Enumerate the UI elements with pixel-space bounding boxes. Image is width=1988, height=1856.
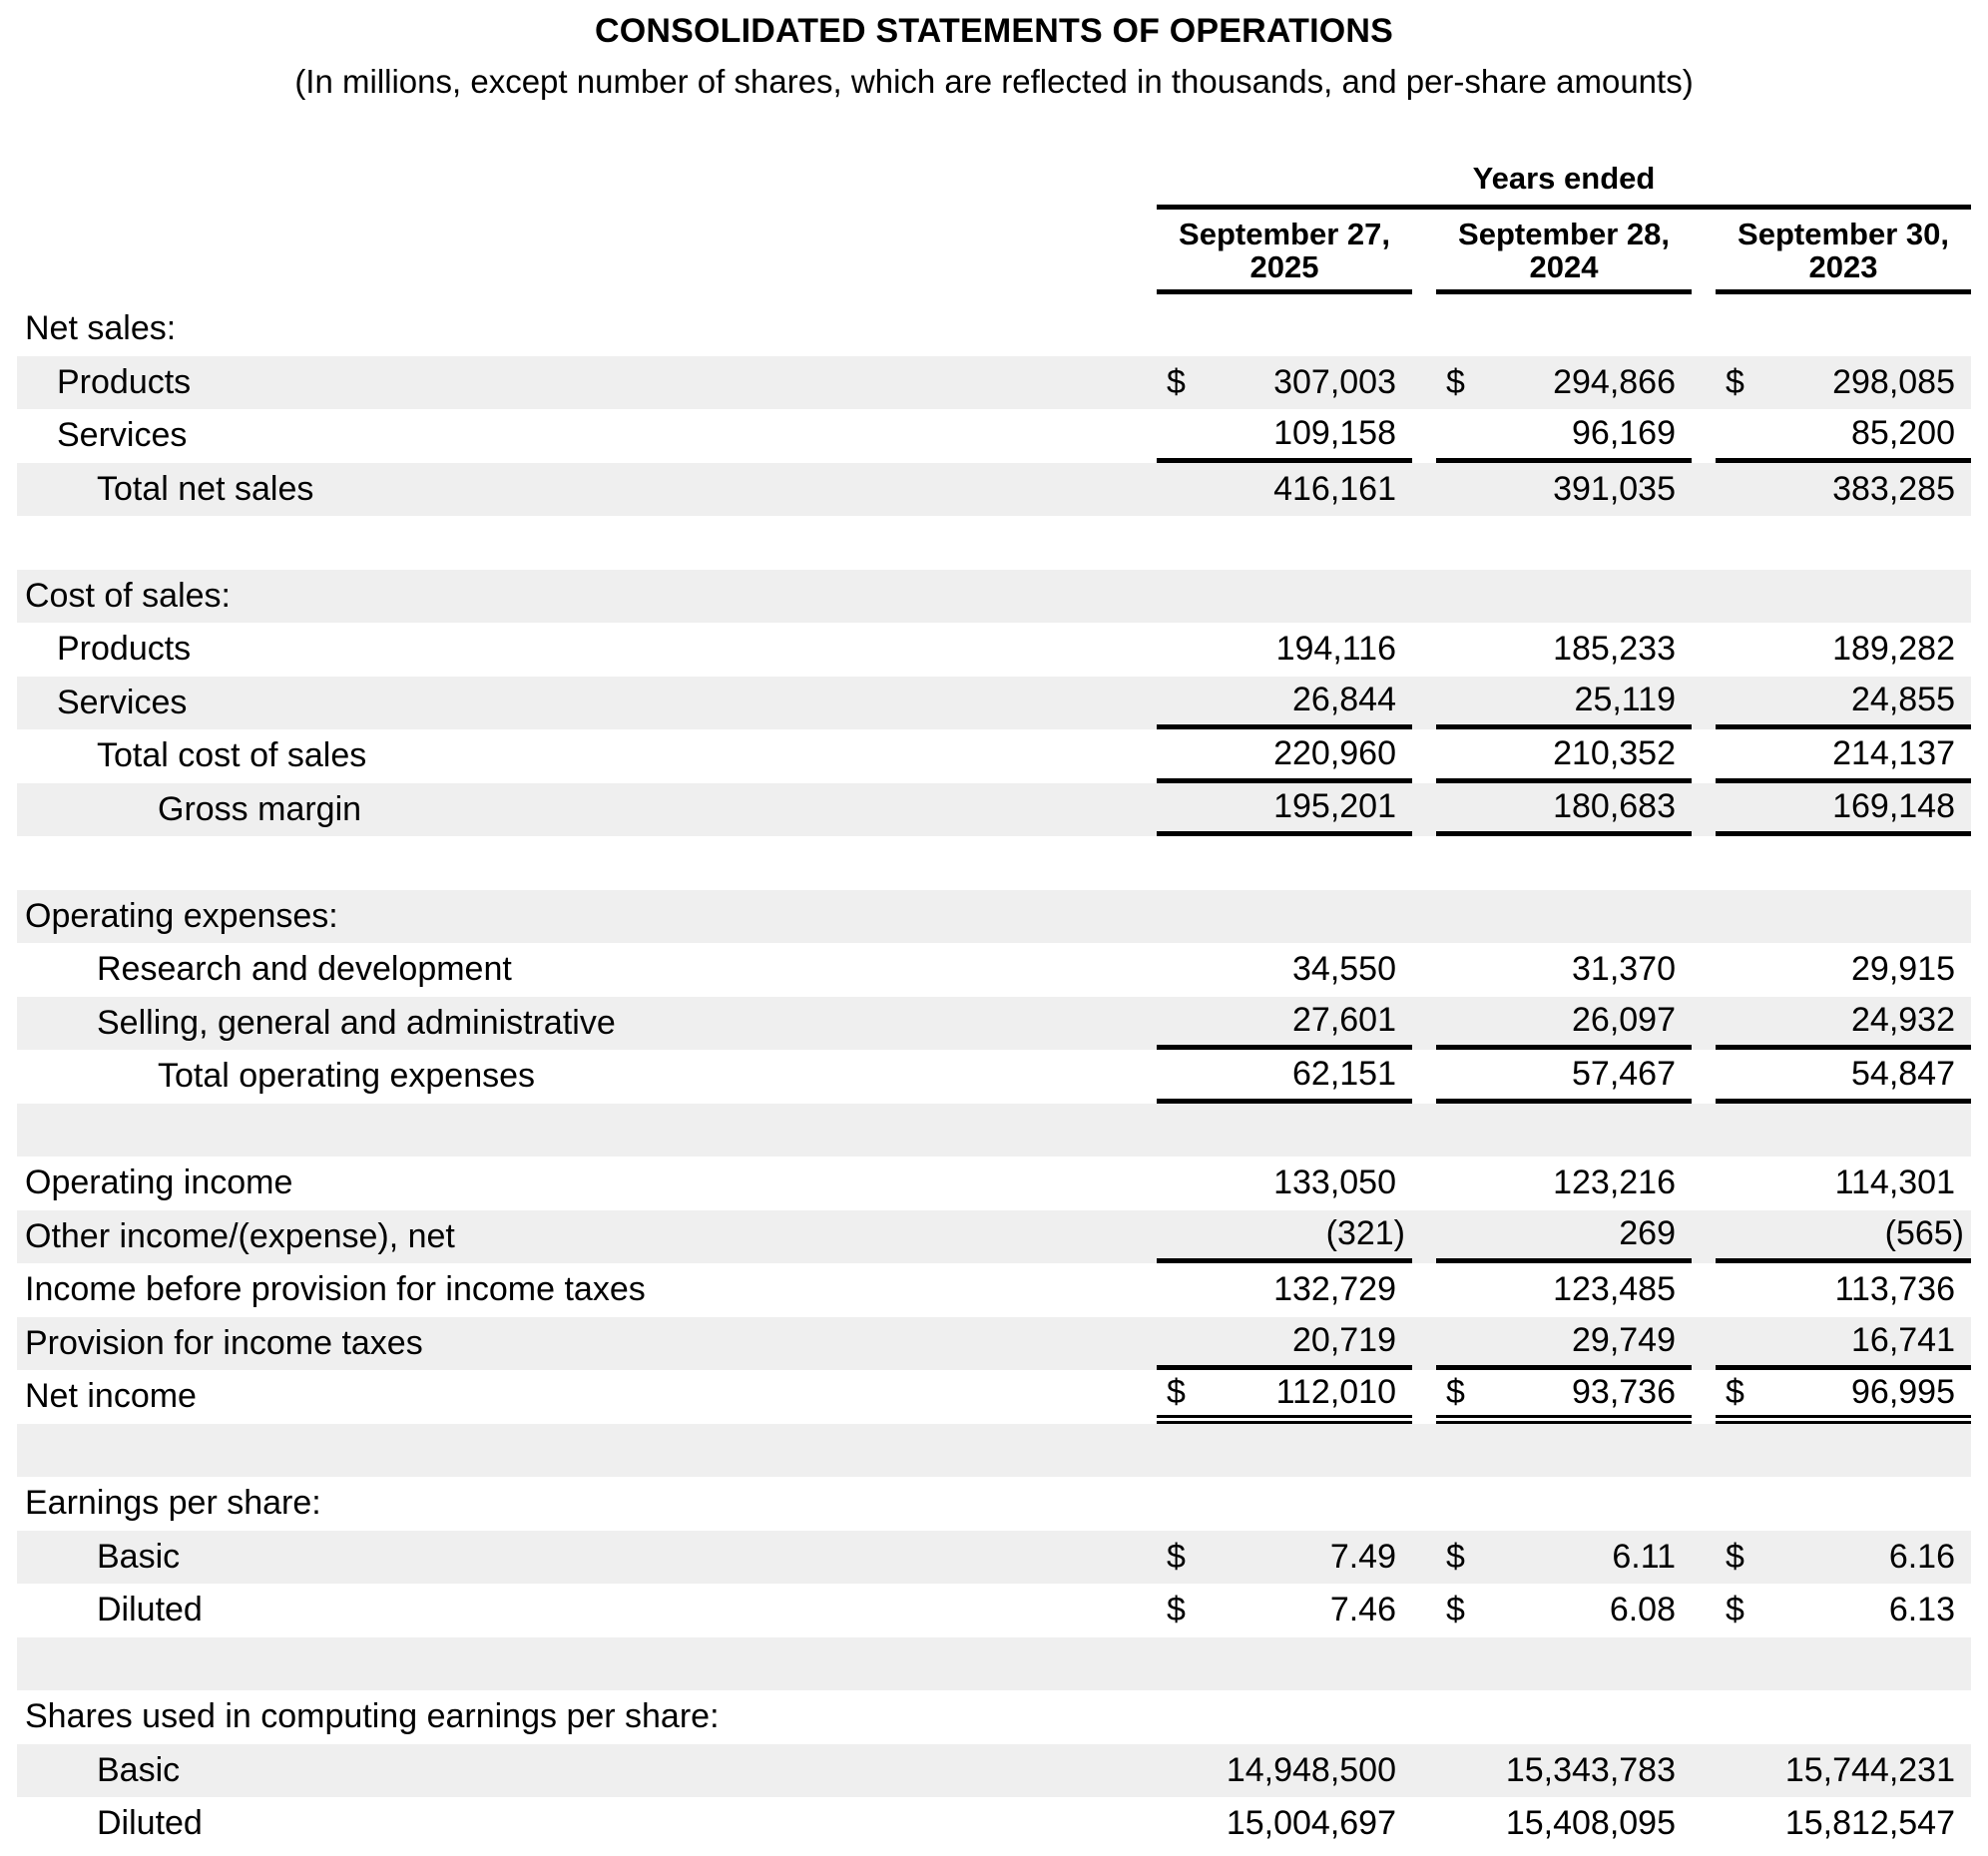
value-cell — [1157, 623, 1412, 677]
cell-value: 54,847 — [1851, 1054, 1955, 1093]
value-cell — [1157, 1317, 1412, 1371]
row-label: Shares used in computing earnings per share: — [25, 1697, 720, 1736]
cell-value: 15,004,697 — [1226, 1804, 1396, 1843]
row-label — [17, 1424, 1133, 1478]
value-cell — [1157, 1531, 1412, 1585]
cell-value: 123,485 — [1553, 1270, 1676, 1309]
value-cell — [1436, 943, 1692, 997]
row-label: Gross margin — [158, 789, 362, 828]
row-label: Net sales: — [25, 309, 177, 348]
table-row-blank — [17, 1424, 1971, 1478]
row-label: Earnings per share: — [25, 1484, 321, 1523]
cell-value: 7.49 — [1329, 1537, 1396, 1576]
value-cell — [1157, 1584, 1412, 1637]
value-cell — [1157, 943, 1412, 997]
cell-value: 109,158 — [1273, 413, 1396, 452]
row-label: Operating income — [25, 1163, 293, 1202]
table-row-blank — [17, 516, 1971, 570]
cell-value: 29,915 — [1851, 950, 1955, 989]
value-cell — [1716, 1050, 1971, 1104]
cell-value: 15,408,095 — [1505, 1804, 1676, 1843]
value-cell — [1436, 1050, 1692, 1104]
label-column-spacer — [17, 210, 1133, 294]
row-label: Provision for income taxes — [25, 1323, 423, 1362]
table-row — [17, 1477, 1971, 1531]
value-cell — [1716, 1477, 1971, 1531]
table-row — [17, 943, 1971, 997]
value-cell — [1716, 943, 1971, 997]
row-label: Total cost of sales — [97, 736, 367, 775]
value-cell — [1716, 623, 1971, 677]
value-cell — [1436, 409, 1692, 463]
cell-value: 391,035 — [1553, 469, 1676, 508]
dollar-sign: $ — [1726, 1372, 1744, 1411]
statement-title: CONSOLIDATED STATEMENTS OF OPERATIONS — [594, 12, 1394, 50]
cell-value: 15,343,783 — [1505, 1750, 1676, 1789]
cell-value: 31,370 — [1572, 950, 1676, 989]
value-cell — [1157, 463, 1412, 517]
table-row — [17, 1690, 1971, 1744]
value-cell — [1716, 1690, 1971, 1744]
column-header-2025: September 27, 2025 — [1157, 210, 1412, 294]
value-cell — [1716, 516, 1971, 570]
row-label: Total operating expenses — [158, 1057, 536, 1096]
cell-value: 214,137 — [1832, 733, 1955, 772]
value-cell — [1436, 1317, 1692, 1371]
row-label: Total net sales — [97, 469, 314, 508]
value-cell — [1716, 1424, 1971, 1478]
value-cell — [1716, 1157, 1971, 1210]
dollar-sign: $ — [1167, 362, 1186, 401]
value-cell — [1716, 1317, 1971, 1371]
cell-value: 416,161 — [1273, 469, 1396, 508]
table-row — [17, 1050, 1971, 1104]
row-label: Cost of sales: — [25, 576, 231, 615]
row-label: Services — [57, 683, 188, 721]
value-cell — [1716, 409, 1971, 463]
cell-value: 189,282 — [1832, 630, 1955, 669]
cell-value: 185,233 — [1553, 630, 1676, 669]
value-cell — [1157, 1050, 1412, 1104]
cell-value: 6.08 — [1609, 1591, 1676, 1629]
table-row — [17, 783, 1971, 837]
value-cell — [1157, 1104, 1412, 1158]
cell-value: 194,116 — [1275, 630, 1396, 669]
row-label: Operating expenses: — [25, 896, 338, 935]
value-cell — [1157, 677, 1412, 730]
value-cell — [1436, 1477, 1692, 1531]
dollar-sign: $ — [1726, 1537, 1744, 1576]
table-row — [17, 1744, 1971, 1798]
value-cell — [1436, 1637, 1692, 1691]
cell-value: 15,812,547 — [1784, 1804, 1955, 1843]
cell-value: 20,719 — [1292, 1321, 1396, 1360]
value-cell — [1436, 729, 1692, 783]
value-cell — [1436, 783, 1692, 837]
row-label: Other income/(expense), net — [25, 1216, 455, 1255]
table-row — [17, 997, 1971, 1051]
value-cell — [1716, 356, 1971, 410]
row-label: Basic — [97, 1537, 181, 1576]
rows — [17, 302, 1971, 1851]
table-row — [17, 1210, 1971, 1264]
value-cell — [1157, 409, 1412, 463]
value-cell — [1716, 997, 1971, 1051]
value-cell — [1436, 890, 1692, 944]
value-cell — [1436, 677, 1692, 730]
value-cell — [1157, 516, 1412, 570]
value-cell — [1157, 1744, 1412, 1798]
value-cell — [1436, 570, 1692, 624]
table-row — [17, 623, 1971, 677]
row-label — [17, 1637, 1133, 1691]
dollar-sign: $ — [1167, 1372, 1186, 1411]
cell-value: 220,960 — [1273, 733, 1396, 772]
cell-value: 210,352 — [1553, 733, 1676, 772]
value-cell — [1436, 1584, 1692, 1637]
value-cell — [1436, 1370, 1692, 1424]
row-label: Diluted — [97, 1804, 203, 1843]
value-cell — [1716, 783, 1971, 837]
value-cell — [1157, 1424, 1412, 1478]
value-cell — [1436, 836, 1692, 890]
cell-value: 96,169 — [1572, 413, 1676, 452]
value-cell — [1436, 1690, 1692, 1744]
value-cell — [1716, 677, 1971, 730]
value-cell — [1716, 302, 1971, 356]
cell-value: 26,844 — [1292, 681, 1396, 719]
cell-value: 96,995 — [1851, 1372, 1955, 1411]
value-cell — [1716, 1744, 1971, 1798]
cell-value: 6.13 — [1888, 1591, 1955, 1629]
value-cell — [1436, 516, 1692, 570]
value-cell — [1436, 463, 1692, 517]
row-label: Services — [57, 416, 188, 455]
cell-value: 169,148 — [1832, 787, 1955, 826]
value-cell — [1436, 1744, 1692, 1798]
value-cell — [1436, 1531, 1692, 1585]
value-cell — [1157, 836, 1412, 890]
value-cell — [1716, 1797, 1971, 1851]
cell-value: 180,683 — [1553, 787, 1676, 826]
value-cell — [1436, 356, 1692, 410]
cell-value: 85,200 — [1851, 413, 1955, 452]
table-row-blank — [17, 1637, 1971, 1691]
row-label: Basic — [97, 1750, 181, 1789]
cell-value: 26,097 — [1572, 1001, 1676, 1040]
dollar-sign: $ — [1726, 1591, 1744, 1629]
table-row — [17, 356, 1971, 410]
table-row — [17, 1317, 1971, 1371]
value-cell — [1716, 1637, 1971, 1691]
table-row-blank — [17, 836, 1971, 890]
cell-value: 123,216 — [1553, 1163, 1676, 1202]
cell-value: 298,085 — [1832, 362, 1955, 401]
value-cell — [1157, 997, 1412, 1051]
dollar-sign: $ — [1446, 1372, 1465, 1411]
row-label: Net income — [25, 1377, 197, 1416]
row-label: Diluted — [97, 1591, 203, 1629]
cell-value: 62,151 — [1292, 1054, 1396, 1093]
value-cell — [1716, 1370, 1971, 1424]
cell-value: 24,932 — [1851, 1001, 1955, 1040]
cell-value: 383,285 — [1832, 469, 1955, 508]
value-cell — [1157, 1157, 1412, 1210]
row-label: Selling, general and administrative — [97, 1003, 616, 1042]
value-cell — [1157, 783, 1412, 837]
cell-value: 25,119 — [1574, 681, 1676, 719]
value-cell — [1157, 356, 1412, 410]
dollar-sign: $ — [1446, 1591, 1465, 1629]
cell-value: (321) — [1325, 1214, 1405, 1253]
value-cell — [1157, 1637, 1412, 1691]
value-cell — [1436, 302, 1692, 356]
row-label: Income before provision for income taxes — [25, 1270, 646, 1309]
table-row-blank — [17, 1104, 1971, 1158]
value-cell — [1436, 1210, 1692, 1264]
dollar-sign: $ — [1446, 362, 1465, 401]
column-headers — [17, 210, 1971, 294]
cell-value: (565) — [1884, 1214, 1964, 1253]
cell-value: 15,744,231 — [1784, 1750, 1955, 1789]
value-cell — [1716, 1584, 1971, 1637]
value-cell — [1157, 1263, 1412, 1317]
table-row — [17, 1797, 1971, 1851]
row-label — [17, 1104, 1133, 1158]
value-cell — [1157, 1370, 1412, 1424]
table-row — [17, 677, 1971, 730]
row-label: Products — [57, 630, 192, 669]
value-cell — [1157, 302, 1412, 356]
table-row — [17, 409, 1971, 463]
value-cell — [1716, 1210, 1971, 1264]
dollar-sign: $ — [1167, 1591, 1186, 1629]
cell-value: 24,855 — [1851, 681, 1955, 719]
cell-value: 294,866 — [1553, 362, 1676, 401]
cell-value: 57,467 — [1572, 1054, 1676, 1093]
cell-value: 132,729 — [1273, 1270, 1396, 1309]
row-label: Products — [57, 362, 192, 401]
dollar-sign: $ — [1446, 1537, 1465, 1576]
table-row — [17, 570, 1971, 624]
dollar-sign: $ — [1726, 362, 1744, 401]
value-cell — [1716, 463, 1971, 517]
cell-value: 16,741 — [1851, 1321, 1955, 1360]
cell-value: 195,201 — [1273, 787, 1396, 826]
value-cell — [1716, 729, 1971, 783]
row-label — [17, 836, 1133, 890]
years-ended-header: Years ended — [1157, 161, 1971, 210]
value-cell — [1716, 836, 1971, 890]
operations-statement-table — [17, 161, 1971, 1851]
table-row — [17, 1157, 1971, 1210]
table-row — [17, 729, 1971, 783]
value-cell — [1716, 1104, 1971, 1158]
value-cell — [1436, 997, 1692, 1051]
value-cell — [1157, 1797, 1412, 1851]
cell-value: 27,601 — [1292, 1001, 1396, 1040]
statement-subtitle: (In millions, except number of shares, which are reflected in thousands, and per-share amounts) — [294, 63, 1694, 100]
value-cell — [1157, 1690, 1412, 1744]
cell-value: 34,550 — [1292, 950, 1396, 989]
value-cell — [1436, 1104, 1692, 1158]
column-header-2023: September 30, 2023 — [1716, 210, 1971, 294]
value-cell — [1716, 1531, 1971, 1585]
cell-value: 6.16 — [1888, 1537, 1955, 1576]
cell-value: 93,736 — [1572, 1372, 1676, 1411]
table-row — [17, 1370, 1971, 1424]
value-cell — [1716, 570, 1971, 624]
column-header-2024: September 28, 2024 — [1436, 210, 1692, 294]
cell-value: 114,301 — [1834, 1163, 1955, 1202]
value-cell — [1436, 1263, 1692, 1317]
cell-value: 112,010 — [1275, 1372, 1396, 1411]
table-row — [17, 463, 1971, 517]
value-cell — [1436, 1157, 1692, 1210]
value-cell — [1436, 623, 1692, 677]
table-row — [17, 1531, 1971, 1585]
value-cell — [1716, 1263, 1971, 1317]
value-cell — [1157, 890, 1412, 944]
value-cell — [1157, 729, 1412, 783]
value-cell — [1716, 890, 1971, 944]
cell-value: 133,050 — [1273, 1163, 1396, 1202]
dollar-sign: $ — [1167, 1537, 1186, 1576]
cell-value: 269 — [1619, 1214, 1676, 1253]
cell-value: 307,003 — [1273, 362, 1396, 401]
cell-value: 113,736 — [1834, 1270, 1955, 1309]
cell-value: 7.46 — [1329, 1591, 1396, 1629]
table-row — [17, 890, 1971, 944]
table-row — [17, 1263, 1971, 1317]
cell-value: 14,948,500 — [1226, 1750, 1396, 1789]
value-cell — [1436, 1424, 1692, 1478]
table-row — [17, 302, 1971, 356]
value-cell — [1436, 1797, 1692, 1851]
value-cell — [1157, 570, 1412, 624]
row-label: Research and development — [97, 950, 512, 989]
value-cell — [1157, 1477, 1412, 1531]
table-row — [17, 1584, 1971, 1637]
value-cell — [1157, 1210, 1412, 1264]
cell-value: 6.11 — [1612, 1537, 1676, 1576]
cell-value: 29,749 — [1572, 1321, 1676, 1360]
row-label — [17, 516, 1133, 570]
